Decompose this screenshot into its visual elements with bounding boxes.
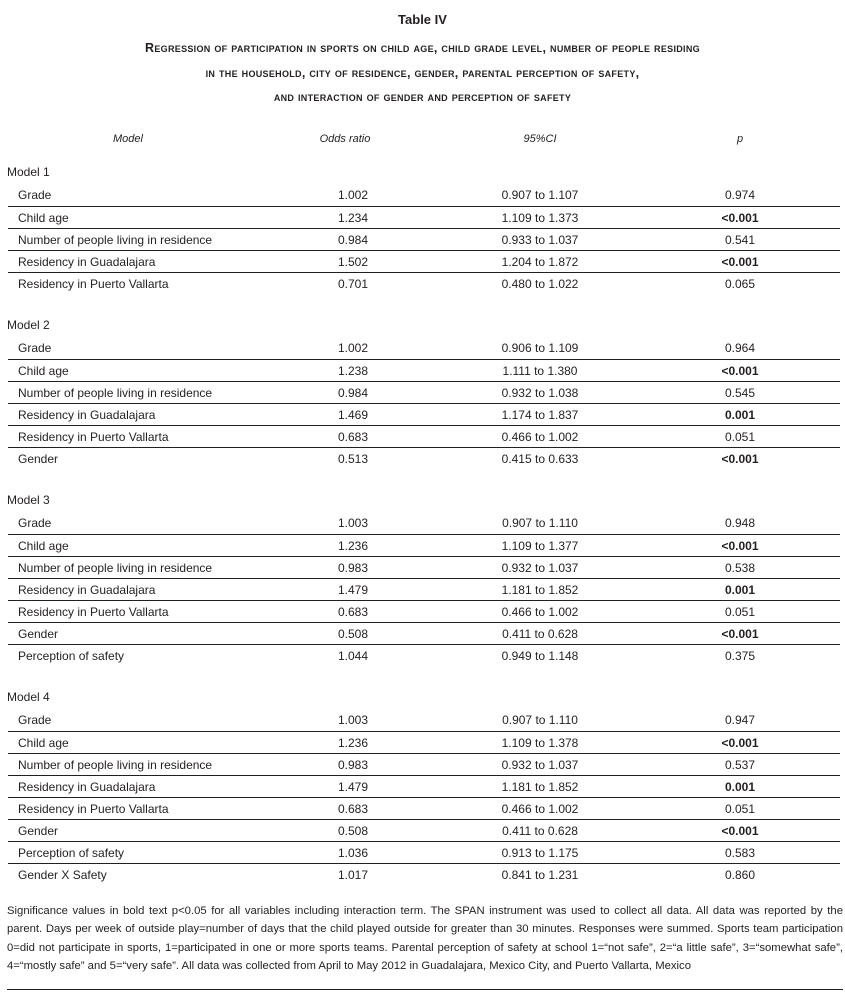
p-value-cell: 0.375 bbox=[724, 649, 756, 663]
odds-ratio-cell: 1.502 bbox=[337, 255, 369, 269]
odds-ratio-cell: 0.508 bbox=[337, 627, 369, 641]
title-line: and interaction of gender and perception of safety bbox=[273, 90, 572, 104]
odds-ratio-cell: 1.236 bbox=[337, 539, 369, 553]
ci-cell: 1.109 to 1.378 bbox=[501, 736, 579, 750]
table-row bbox=[8, 556, 840, 578]
odds-ratio-cell: 0.701 bbox=[337, 277, 369, 291]
table-label: Table IV bbox=[398, 12, 447, 27]
odds-ratio-cell: 0.683 bbox=[337, 605, 369, 619]
p-value-cell: 0.537 bbox=[724, 758, 756, 772]
table-row bbox=[8, 447, 840, 469]
title-line: Regression of participation in sports on child age, child grade level, number of people residing bbox=[145, 41, 700, 55]
header-ci: 95%CI bbox=[523, 133, 557, 145]
ci-cell: 1.111 to 1.380 bbox=[502, 364, 578, 378]
variable-cell: Gender bbox=[18, 627, 59, 641]
table-row bbox=[8, 578, 840, 600]
p-value-cell: 0.545 bbox=[724, 386, 756, 400]
p-value-cell: 0.964 bbox=[724, 341, 756, 355]
odds-ratio-cell: 1.469 bbox=[337, 408, 369, 422]
variable-cell: Residency in Puerto Vallarta bbox=[18, 277, 169, 291]
ci-cell: 1.181 to 1.852 bbox=[501, 583, 579, 597]
p-value-cell: <0.001 bbox=[721, 736, 759, 750]
p-value-cell: <0.001 bbox=[721, 364, 759, 378]
odds-ratio-cell: 1.236 bbox=[337, 736, 369, 750]
variable-cell: Child age bbox=[18, 736, 69, 750]
table-row bbox=[8, 863, 840, 885]
ci-cell: 0.466 to 1.002 bbox=[501, 802, 579, 816]
table-row bbox=[8, 819, 840, 841]
ci-cell: 0.907 to 1.110 bbox=[502, 516, 578, 530]
odds-ratio-cell: 1.017 bbox=[337, 868, 369, 882]
ci-cell: 0.932 to 1.038 bbox=[501, 386, 579, 400]
p-value-cell: <0.001 bbox=[721, 211, 759, 225]
ci-cell: 0.415 to 0.633 bbox=[501, 452, 579, 466]
table-row bbox=[8, 841, 840, 863]
table-row bbox=[8, 228, 840, 250]
p-value-cell: 0.538 bbox=[724, 561, 756, 575]
table-row bbox=[8, 600, 840, 622]
model-block bbox=[0, 162, 845, 294]
table-row bbox=[8, 797, 840, 819]
odds-ratio-cell: 0.984 bbox=[337, 386, 369, 400]
model-label: Model 2 bbox=[7, 318, 50, 332]
table-row bbox=[8, 359, 840, 381]
odds-ratio-cell: 1.238 bbox=[337, 364, 369, 378]
variable-cell: Residency in Guadalajara bbox=[18, 408, 156, 422]
table-row bbox=[8, 622, 840, 644]
variable-cell: Residency in Guadalajara bbox=[18, 583, 156, 597]
table-row bbox=[8, 381, 840, 403]
p-value-cell: 0.860 bbox=[724, 868, 756, 882]
variable-cell: Grade bbox=[18, 713, 52, 727]
table-row bbox=[8, 731, 840, 753]
model-label: Model 3 bbox=[7, 493, 50, 507]
variable-cell: Residency in Puerto Vallarta bbox=[18, 802, 169, 816]
table-row bbox=[8, 644, 840, 666]
variable-cell: Perception of safety bbox=[18, 846, 125, 860]
model-label: Model 1 bbox=[7, 165, 50, 179]
table-body bbox=[0, 162, 845, 906]
p-value-cell: <0.001 bbox=[721, 627, 759, 641]
p-value-cell: <0.001 bbox=[721, 824, 759, 838]
header-model: Model bbox=[113, 133, 143, 145]
ci-cell: 0.466 to 1.002 bbox=[501, 430, 579, 444]
table-title bbox=[0, 36, 845, 110]
variable-cell: Child age bbox=[18, 539, 69, 553]
odds-ratio-cell: 1.234 bbox=[337, 211, 369, 225]
bottom-rule bbox=[7, 989, 843, 990]
odds-ratio-cell: 1.479 bbox=[337, 780, 369, 794]
variable-cell: Grade bbox=[18, 341, 52, 355]
p-value-cell: 0.583 bbox=[724, 846, 756, 860]
variable-cell: Number of people living in residence bbox=[18, 233, 213, 247]
variable-cell: Gender bbox=[18, 824, 59, 838]
table-row bbox=[8, 775, 840, 797]
ci-cell: 0.907 to 1.110 bbox=[502, 713, 578, 727]
table-row bbox=[8, 709, 840, 731]
p-value-cell: 0.001 bbox=[724, 780, 756, 794]
ci-cell: 1.174 to 1.837 bbox=[501, 408, 579, 422]
p-value-cell: 0.051 bbox=[724, 802, 756, 816]
column-headers bbox=[0, 133, 845, 151]
p-value-cell: 0.065 bbox=[724, 277, 756, 291]
ci-cell: 0.906 to 1.109 bbox=[501, 341, 579, 355]
p-value-cell: <0.001 bbox=[721, 255, 759, 269]
odds-ratio-cell: 0.683 bbox=[337, 430, 369, 444]
table-row bbox=[8, 403, 840, 425]
ci-cell: 1.109 to 1.377 bbox=[501, 539, 579, 553]
p-value-cell: 0.051 bbox=[724, 605, 756, 619]
variable-cell: Residency in Guadalajara bbox=[18, 255, 156, 269]
table-row bbox=[8, 337, 840, 359]
odds-ratio-cell: 1.002 bbox=[337, 341, 369, 355]
table-row bbox=[8, 512, 840, 534]
ci-cell: 0.907 to 1.107 bbox=[501, 188, 579, 202]
p-value-cell: 0.947 bbox=[724, 713, 756, 727]
model-block bbox=[0, 687, 845, 885]
header-p: p bbox=[736, 133, 744, 145]
odds-ratio-cell: 0.984 bbox=[337, 233, 369, 247]
ci-cell: 0.411 to 0.628 bbox=[502, 627, 578, 641]
ci-cell: 0.933 to 1.037 bbox=[501, 233, 579, 247]
odds-ratio-cell: 0.513 bbox=[337, 452, 369, 466]
ci-cell: 0.932 to 1.037 bbox=[501, 758, 579, 772]
variable-cell: Gender X Safety bbox=[18, 868, 107, 882]
variable-cell: Number of people living in residence bbox=[18, 758, 213, 772]
odds-ratio-cell: 0.683 bbox=[337, 802, 369, 816]
title-line: in the household, city of residence, gender, parental perception of safety, bbox=[205, 65, 640, 80]
variable-cell: Grade bbox=[18, 516, 52, 530]
model-block bbox=[0, 490, 845, 666]
ci-cell: 1.109 to 1.373 bbox=[501, 211, 579, 225]
variable-cell: Number of people living in residence bbox=[18, 561, 213, 575]
odds-ratio-cell: 1.003 bbox=[337, 516, 369, 530]
odds-ratio-cell: 0.508 bbox=[337, 824, 369, 838]
table-row bbox=[8, 206, 840, 228]
odds-ratio-cell: 0.983 bbox=[337, 561, 369, 575]
ci-cell: 0.480 to 1.022 bbox=[501, 277, 579, 291]
p-value-cell: 0.051 bbox=[724, 430, 756, 444]
variable-cell: Perception of safety bbox=[18, 649, 125, 663]
p-value-cell: 0.948 bbox=[724, 516, 756, 530]
variable-cell: Child age bbox=[18, 364, 69, 378]
odds-ratio-cell: 1.002 bbox=[337, 188, 369, 202]
table-row bbox=[8, 250, 840, 272]
variable-cell: Number of people living in residence bbox=[18, 386, 213, 400]
odds-ratio-cell: 0.983 bbox=[337, 758, 369, 772]
variable-cell: Child age bbox=[18, 211, 69, 225]
p-value-cell: 0.001 bbox=[724, 583, 756, 597]
ci-cell: 1.204 to 1.872 bbox=[501, 255, 579, 269]
p-value-cell: <0.001 bbox=[721, 452, 759, 466]
p-value-cell: 0.541 bbox=[724, 233, 756, 247]
odds-ratio-cell: 1.044 bbox=[337, 649, 369, 663]
ci-cell: 0.932 to 1.037 bbox=[501, 561, 579, 575]
p-value-cell: <0.001 bbox=[721, 539, 759, 553]
header-odds-ratio: Odds ratio bbox=[319, 133, 371, 145]
table-footnote: Significance values in bold text p<0.05 for all variables including interaction term. The SPAN instrument was used to collect all data. All data was reported by the parent. Days per week of outside play=number of days that the child played outside for greater than 30 minutes. Responses were summed. Sports team participation 0=did not participate in sports, 1=participated in one or more sports teams. Parental perception of safety at school 1=“not safe”, 2=“a little safe”, 3=“somewhat safe”, 4=“mostly safe” and 5=“very safe”. All data was collected from April to May 2012 in Guadalajara, Mexico City, and Puerto Vallarta, Mexico bbox=[7, 905, 843, 972]
ci-cell: 0.411 to 0.628 bbox=[502, 824, 578, 838]
variable-cell: Residency in Puerto Vallarta bbox=[18, 430, 169, 444]
ci-cell: 0.949 to 1.148 bbox=[501, 649, 579, 663]
table-row bbox=[8, 425, 840, 447]
ci-cell: 1.181 to 1.852 bbox=[501, 780, 579, 794]
table-row bbox=[8, 753, 840, 775]
table-row bbox=[8, 272, 840, 294]
p-value-cell: 0.974 bbox=[724, 188, 756, 202]
ci-cell: 0.841 to 1.231 bbox=[501, 868, 579, 882]
ci-cell: 0.466 to 1.002 bbox=[501, 605, 579, 619]
table-row bbox=[8, 184, 840, 206]
model-label: Model 4 bbox=[7, 690, 50, 704]
variable-cell: Gender bbox=[18, 452, 59, 466]
variable-cell: Residency in Puerto Vallarta bbox=[18, 605, 169, 619]
odds-ratio-cell: 1.003 bbox=[337, 713, 369, 727]
odds-ratio-cell: 1.036 bbox=[337, 846, 369, 860]
odds-ratio-cell: 1.479 bbox=[337, 583, 369, 597]
model-block bbox=[0, 315, 845, 469]
table-row bbox=[8, 534, 840, 556]
variable-cell: Residency in Guadalajara bbox=[18, 780, 156, 794]
variable-cell: Grade bbox=[18, 188, 52, 202]
ci-cell: 0.913 to 1.175 bbox=[501, 846, 579, 860]
p-value-cell: 0.001 bbox=[724, 408, 756, 422]
